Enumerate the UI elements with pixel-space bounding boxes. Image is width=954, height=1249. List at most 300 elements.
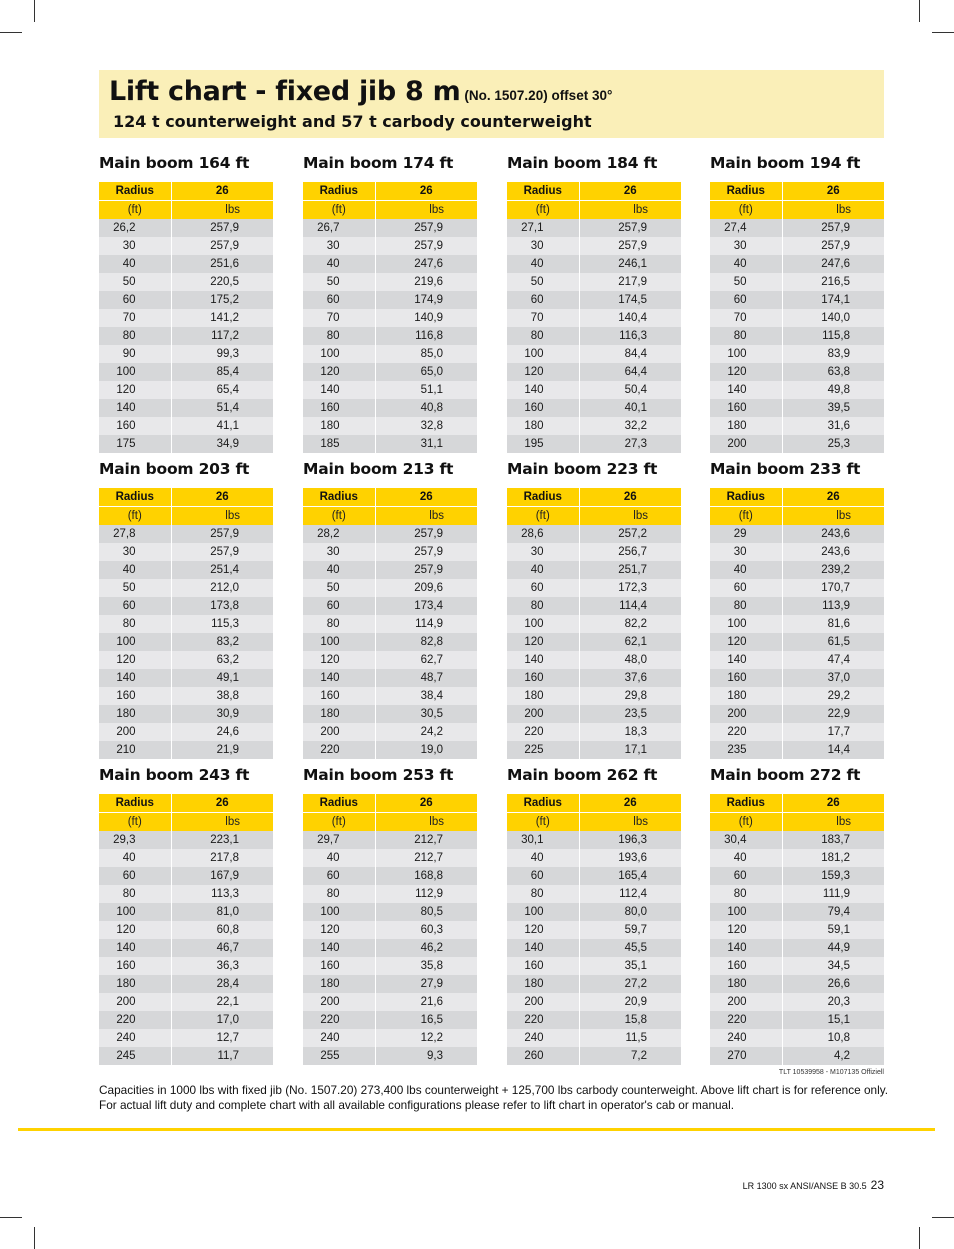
capacity-cell: 23,5 — [579, 705, 681, 723]
radius-cell: 28,6 — [507, 525, 579, 543]
radius-cell: 30 — [303, 237, 375, 255]
radius-cell: 140 — [507, 651, 579, 669]
capacity-cell: 17,7 — [782, 723, 884, 741]
capacity-cell: 38,4 — [375, 687, 477, 705]
table-row — [507, 237, 681, 255]
table-row — [507, 993, 681, 1011]
table-row — [710, 237, 884, 255]
capacity-cell: 247,6 — [782, 255, 884, 273]
radius-cell: 220 — [99, 1011, 171, 1029]
capacity-cell: 257,9 — [375, 561, 477, 579]
table-row — [507, 363, 681, 381]
capacity-cell: 9,3 — [375, 1047, 477, 1065]
capacity-cell: 257,2 — [579, 525, 681, 543]
radius-cell: 120 — [507, 921, 579, 939]
radius-unit: (ft) — [710, 201, 782, 220]
capacity-cell: 27,9 — [375, 975, 477, 993]
radius-cell: 70 — [303, 309, 375, 327]
radius-cell: 200 — [507, 993, 579, 1011]
table-row — [507, 543, 681, 561]
capacity-cell: 7,2 — [579, 1047, 681, 1065]
radius-cell: 140 — [710, 381, 782, 399]
radius-cell: 120 — [99, 381, 171, 399]
boom-title: Main boom 223 ft — [507, 460, 658, 478]
table-row — [99, 669, 273, 687]
capacity-cell: 10,8 — [782, 1029, 884, 1047]
radius-cell: 40 — [99, 255, 171, 273]
table-row — [99, 525, 273, 543]
capacity-cell: 31,6 — [782, 417, 884, 435]
table-row — [710, 417, 884, 435]
capacity-cell: 62,7 — [375, 651, 477, 669]
table-row — [99, 867, 273, 885]
capacity-cell: 79,4 — [782, 903, 884, 921]
capacity-cell: 247,6 — [375, 255, 477, 273]
capacity-cell: 111,9 — [782, 885, 884, 903]
table-row — [710, 327, 884, 345]
table-row — [303, 705, 477, 723]
radius-cell: 80 — [710, 597, 782, 615]
table-row — [710, 723, 884, 741]
capacity-cell: 196,3 — [579, 831, 681, 849]
table-row — [710, 831, 884, 849]
capacity-cell: 257,9 — [579, 219, 681, 237]
crop-mark — [919, 0, 920, 22]
radius-cell: 140 — [710, 939, 782, 957]
table-row — [507, 399, 681, 417]
radius-cell: 30 — [507, 237, 579, 255]
table-row — [710, 309, 884, 327]
radius-cell: 180 — [507, 417, 579, 435]
table-row — [303, 885, 477, 903]
boom-length-header: 26 — [782, 488, 884, 507]
table-row — [710, 597, 884, 615]
capacity-cell: 113,9 — [782, 597, 884, 615]
radius-cell: 200 — [710, 993, 782, 1011]
radius-cell: 180 — [303, 975, 375, 993]
lift-chart-table — [99, 794, 273, 1065]
capacity-cell: 37,6 — [579, 669, 681, 687]
boom-title: Main boom 213 ft — [303, 460, 454, 478]
capacity-unit: lbs — [782, 201, 884, 220]
capacity-cell: 174,1 — [782, 291, 884, 309]
radius-header: Radius — [507, 182, 579, 201]
table-row — [99, 849, 273, 867]
radius-cell: 120 — [303, 651, 375, 669]
table-row — [303, 741, 477, 759]
table-row — [710, 399, 884, 417]
table-row — [507, 687, 681, 705]
capacity-cell: 82,2 — [579, 615, 681, 633]
radius-unit: (ft) — [710, 813, 782, 832]
radius-cell: 200 — [710, 435, 782, 453]
radius-cell: 60 — [507, 291, 579, 309]
capacity-cell: 45,5 — [579, 939, 681, 957]
table-row — [303, 723, 477, 741]
radius-cell: 185 — [303, 435, 375, 453]
capacity-cell: 41,1 — [171, 417, 273, 435]
capacity-cell: 32,8 — [375, 417, 477, 435]
capacity-cell: 85,4 — [171, 363, 273, 381]
capacity-cell: 251,6 — [171, 255, 273, 273]
boom-title: Main boom 203 ft — [99, 460, 250, 478]
table-row — [303, 1029, 477, 1047]
page-title-sub: (No. 1507.20) offset 30° — [464, 88, 613, 103]
capacity-cell: 19,0 — [375, 741, 477, 759]
radius-cell: 160 — [99, 417, 171, 435]
radius-cell: 40 — [507, 849, 579, 867]
radius-cell: 70 — [507, 309, 579, 327]
radius-cell: 180 — [303, 705, 375, 723]
capacity-cell: 61,5 — [782, 633, 884, 651]
boom-title: Main boom 233 ft — [710, 460, 861, 478]
table-row — [303, 435, 477, 453]
table-row — [710, 561, 884, 579]
lift-chart-table — [303, 794, 477, 1065]
table-row — [303, 417, 477, 435]
capacity-unit: lbs — [579, 813, 681, 832]
capacity-cell: 63,8 — [782, 363, 884, 381]
capacity-cell: 21,6 — [375, 993, 477, 1011]
radius-cell: 40 — [507, 255, 579, 273]
table-row — [710, 219, 884, 237]
table-row — [507, 885, 681, 903]
radius-cell: 60 — [99, 597, 171, 615]
capacity-unit: lbs — [782, 507, 884, 526]
capacity-cell: 115,8 — [782, 327, 884, 345]
lift-chart-table — [507, 794, 681, 1065]
table-row — [99, 993, 273, 1011]
table-row — [99, 921, 273, 939]
radius-unit: (ft) — [303, 813, 375, 832]
capacity-cell: 20,9 — [579, 993, 681, 1011]
radius-cell: 120 — [507, 363, 579, 381]
radius-cell: 80 — [507, 885, 579, 903]
radius-cell: 60 — [710, 291, 782, 309]
radius-cell: 260 — [507, 1047, 579, 1065]
table-row — [303, 363, 477, 381]
capacity-unit: lbs — [375, 201, 477, 220]
capacity-cell: 251,4 — [171, 561, 273, 579]
radius-cell: 80 — [99, 327, 171, 345]
radius-cell: 220 — [507, 723, 579, 741]
radius-unit: (ft) — [303, 507, 375, 526]
radius-cell: 40 — [99, 561, 171, 579]
footer-rule — [18, 1128, 935, 1131]
table-row — [303, 687, 477, 705]
table-row — [507, 939, 681, 957]
table-row — [99, 219, 273, 237]
radius-cell: 140 — [303, 381, 375, 399]
capacity-cell: 83,9 — [782, 345, 884, 363]
table-row — [303, 345, 477, 363]
capacity-cell: 12,2 — [375, 1029, 477, 1047]
lift-chart-table — [303, 182, 477, 453]
table-row — [99, 291, 273, 309]
radius-cell: 160 — [710, 669, 782, 687]
table-row — [507, 255, 681, 273]
table-row — [303, 867, 477, 885]
radius-header: Radius — [710, 794, 782, 813]
capacity-cell: 257,9 — [782, 219, 884, 237]
table-row — [710, 867, 884, 885]
radius-cell: 240 — [99, 1029, 171, 1047]
capacity-cell: 11,7 — [171, 1047, 273, 1065]
capacity-cell: 24,6 — [171, 723, 273, 741]
radius-cell: 27,8 — [99, 525, 171, 543]
table-row — [303, 939, 477, 957]
table-row — [303, 993, 477, 1011]
capacity-cell: 167,9 — [171, 867, 273, 885]
radius-cell: 235 — [710, 741, 782, 759]
capacity-cell: 29,2 — [782, 687, 884, 705]
radius-cell: 100 — [710, 345, 782, 363]
radius-cell: 180 — [710, 975, 782, 993]
table-row — [303, 579, 477, 597]
capacity-cell: 28,4 — [171, 975, 273, 993]
capacity-cell: 64,4 — [579, 363, 681, 381]
table-row — [507, 417, 681, 435]
capacity-cell: 141,2 — [171, 309, 273, 327]
capacity-cell: 26,6 — [782, 975, 884, 993]
capacity-cell: 62,1 — [579, 633, 681, 651]
radius-cell: 140 — [710, 651, 782, 669]
radius-header: Radius — [303, 794, 375, 813]
radius-cell: 100 — [507, 345, 579, 363]
footnote: Capacities in 1000 lbs with fixed jib (No. 1507.20) 273,400 lbs counterweight + 125,700 lbs carbody counterweight. Above lift chart is for reference only. For actual lift duty and complete chart with all available configurations please refer to lift chart in operator's cab or manual. — [99, 1083, 888, 1112]
page-footer — [743, 1176, 884, 1194]
capacity-unit: lbs — [171, 507, 273, 526]
radius-cell: 180 — [710, 417, 782, 435]
radius-cell: 29,3 — [99, 831, 171, 849]
radius-cell: 180 — [507, 687, 579, 705]
table-row — [710, 705, 884, 723]
capacity-cell: 116,3 — [579, 327, 681, 345]
capacity-cell: 183,7 — [782, 831, 884, 849]
radius-header: Radius — [303, 488, 375, 507]
radius-cell: 120 — [303, 363, 375, 381]
table-row — [710, 525, 884, 543]
capacity-cell: 165,4 — [579, 867, 681, 885]
capacity-cell: 37,0 — [782, 669, 884, 687]
radius-cell: 30 — [507, 543, 579, 561]
radius-cell: 50 — [710, 273, 782, 291]
table-row — [710, 957, 884, 975]
radius-unit: (ft) — [99, 201, 171, 220]
capacity-cell: 114,4 — [579, 597, 681, 615]
crop-mark — [0, 1217, 22, 1218]
capacity-cell: 257,9 — [171, 237, 273, 255]
radius-cell: 40 — [99, 849, 171, 867]
capacity-cell: 219,6 — [375, 273, 477, 291]
table-row — [99, 435, 273, 453]
boom-title: Main boom 262 ft — [507, 766, 658, 784]
capacity-cell: 257,9 — [171, 219, 273, 237]
table-row — [99, 237, 273, 255]
table-row — [303, 975, 477, 993]
boom-length-header: 26 — [171, 182, 273, 201]
table-row — [710, 615, 884, 633]
table-row — [507, 723, 681, 741]
radius-cell: 240 — [303, 1029, 375, 1047]
table-row — [99, 705, 273, 723]
capacity-cell: 116,8 — [375, 327, 477, 345]
radius-cell: 29 — [710, 525, 782, 543]
table-row — [303, 327, 477, 345]
radius-cell: 80 — [710, 327, 782, 345]
capacity-cell: 140,4 — [579, 309, 681, 327]
capacity-cell: 15,1 — [782, 1011, 884, 1029]
capacity-cell: 113,3 — [171, 885, 273, 903]
capacity-cell: 40,1 — [579, 399, 681, 417]
lift-chart-table — [710, 182, 884, 453]
capacity-cell: 140,9 — [375, 309, 477, 327]
radius-cell: 60 — [507, 579, 579, 597]
capacity-cell: 173,4 — [375, 597, 477, 615]
radius-header: Radius — [303, 182, 375, 201]
boom-length-header: 26 — [782, 182, 884, 201]
capacity-cell: 170,7 — [782, 579, 884, 597]
capacity-cell: 48,0 — [579, 651, 681, 669]
capacity-cell: 220,5 — [171, 273, 273, 291]
capacity-cell: 11,5 — [579, 1029, 681, 1047]
page-title — [109, 76, 612, 107]
radius-cell: 27,4 — [710, 219, 782, 237]
boom-length-header: 26 — [579, 794, 681, 813]
radius-cell: 50 — [99, 273, 171, 291]
table-row — [710, 669, 884, 687]
table-row — [303, 525, 477, 543]
table-row — [303, 309, 477, 327]
table-row — [99, 417, 273, 435]
table-row — [99, 723, 273, 741]
table-row — [507, 1047, 681, 1065]
capacity-cell: 251,7 — [579, 561, 681, 579]
radius-cell: 100 — [710, 615, 782, 633]
capacity-cell: 35,8 — [375, 957, 477, 975]
radius-cell: 50 — [99, 579, 171, 597]
radius-cell: 100 — [507, 615, 579, 633]
capacity-cell: 17,0 — [171, 1011, 273, 1029]
radius-cell: 28,2 — [303, 525, 375, 543]
radius-unit: (ft) — [507, 507, 579, 526]
radius-cell: 180 — [507, 975, 579, 993]
table-row — [507, 579, 681, 597]
capacity-cell: 21,9 — [171, 741, 273, 759]
radius-cell: 40 — [303, 561, 375, 579]
capacity-cell: 85,0 — [375, 345, 477, 363]
table-row — [710, 435, 884, 453]
table-row — [507, 525, 681, 543]
page-number: 23 — [870, 1178, 884, 1192]
boom-title: Main boom 243 ft — [99, 766, 250, 784]
capacity-cell: 30,9 — [171, 705, 273, 723]
capacity-cell: 16,5 — [375, 1011, 477, 1029]
page-title-text: Lift chart - fixed jib 8 m — [109, 76, 461, 107]
capacity-cell: 49,8 — [782, 381, 884, 399]
table-row — [303, 561, 477, 579]
capacity-cell: 22,1 — [171, 993, 273, 1011]
table-row — [99, 975, 273, 993]
table-row — [710, 579, 884, 597]
table-row — [507, 561, 681, 579]
capacity-unit: lbs — [171, 201, 273, 220]
capacity-cell: 80,0 — [579, 903, 681, 921]
radius-cell: 100 — [99, 633, 171, 651]
table-row — [710, 291, 884, 309]
boom-title: Main boom 164 ft — [99, 154, 250, 172]
radius-cell: 175 — [99, 435, 171, 453]
radius-cell: 40 — [507, 561, 579, 579]
radius-cell: 160 — [710, 399, 782, 417]
radius-cell: 160 — [507, 669, 579, 687]
crop-mark — [932, 1217, 954, 1218]
radius-cell: 90 — [99, 345, 171, 363]
radius-cell: 180 — [303, 417, 375, 435]
table-row — [99, 597, 273, 615]
table-row — [507, 435, 681, 453]
radius-unit: (ft) — [507, 201, 579, 220]
radius-cell: 220 — [507, 1011, 579, 1029]
table-row — [507, 327, 681, 345]
radius-cell: 60 — [303, 291, 375, 309]
radius-cell: 160 — [99, 957, 171, 975]
radius-cell: 30,4 — [710, 831, 782, 849]
capacity-cell: 34,5 — [782, 957, 884, 975]
radius-cell: 140 — [303, 939, 375, 957]
table-row — [303, 381, 477, 399]
table-row — [99, 561, 273, 579]
radius-cell: 30 — [303, 543, 375, 561]
radius-cell: 80 — [99, 885, 171, 903]
table-row — [710, 1047, 884, 1065]
capacity-cell: 114,9 — [375, 615, 477, 633]
radius-cell: 30,1 — [507, 831, 579, 849]
capacity-cell: 27,2 — [579, 975, 681, 993]
boom-length-header: 26 — [579, 182, 681, 201]
table-row — [303, 237, 477, 255]
radius-cell: 220 — [303, 1011, 375, 1029]
table-row — [507, 741, 681, 759]
table-row — [710, 921, 884, 939]
table-row — [507, 291, 681, 309]
table-row — [710, 975, 884, 993]
capacity-cell: 239,2 — [782, 561, 884, 579]
crop-mark — [919, 1227, 920, 1249]
capacity-cell: 49,1 — [171, 669, 273, 687]
table-row — [303, 633, 477, 651]
radius-cell: 160 — [303, 957, 375, 975]
radius-header: Radius — [99, 488, 171, 507]
boom-length-header: 26 — [579, 488, 681, 507]
document-reference: TLT 10539958 - M107135 Offiziell — [778, 1069, 884, 1076]
table-row — [710, 885, 884, 903]
radius-cell: 240 — [507, 1029, 579, 1047]
capacity-cell: 243,6 — [782, 525, 884, 543]
table-row — [710, 1011, 884, 1029]
radius-cell: 40 — [710, 255, 782, 273]
table-row — [507, 903, 681, 921]
table-row — [710, 255, 884, 273]
table-row — [303, 543, 477, 561]
table-row — [99, 741, 273, 759]
capacity-unit: lbs — [171, 813, 273, 832]
lift-chart-table — [710, 794, 884, 1065]
radius-cell: 245 — [99, 1047, 171, 1065]
page-header — [99, 70, 884, 138]
table-row — [99, 309, 273, 327]
radius-cell: 60 — [303, 867, 375, 885]
